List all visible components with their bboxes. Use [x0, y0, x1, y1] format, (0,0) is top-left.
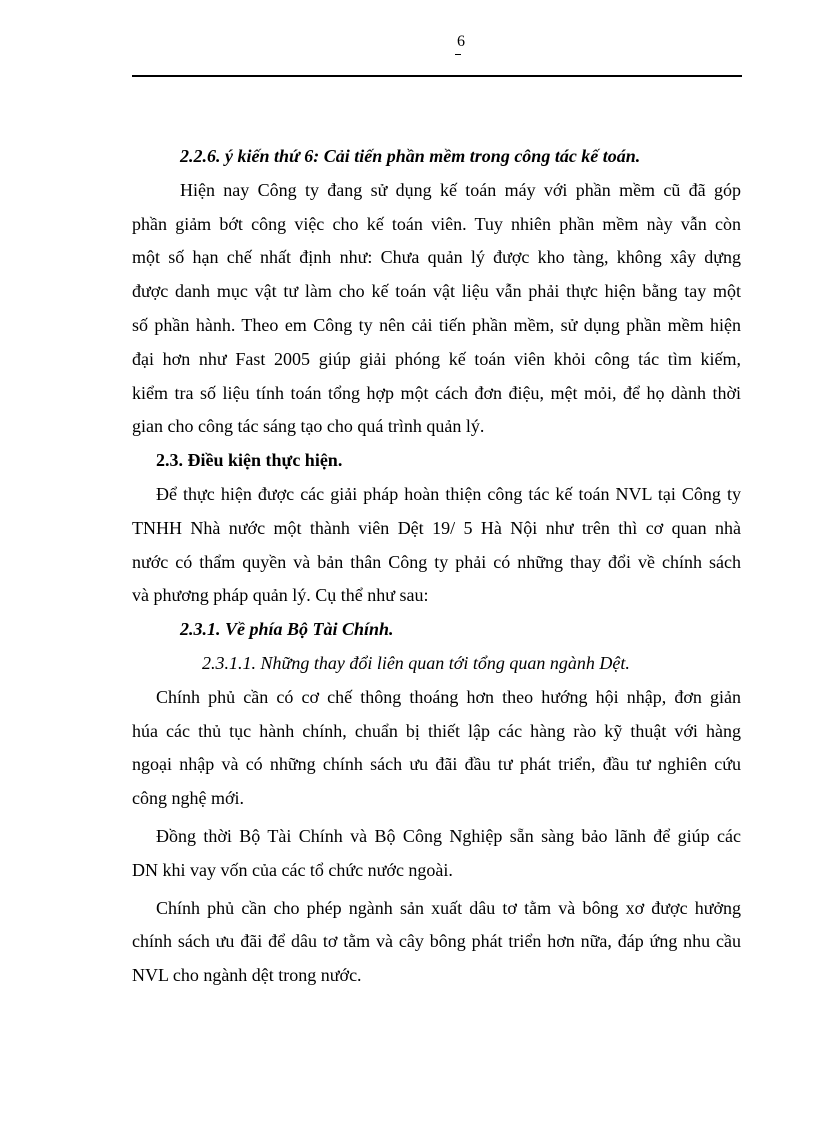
text-line: DN khi vay vốn của các tổ chức nước ngoài.	[132, 859, 453, 880]
text-line: NVL cho ngành dệt trong nước.	[132, 965, 362, 986]
heading-2-2-6: 2.2.6. ý kiến thứ 6: Cải tiến phần mềm trong công tác kế toán.	[180, 146, 641, 166]
text-line: ngoại nhập và có những chính sách ưu đãi đầu tư phát triển, đầu tư nghiên cứu	[132, 754, 741, 775]
text-line: đại hơn như Fast 2005 giúp giải phóng kế toán viên khỏi công tác tìm kiếm,	[132, 348, 741, 369]
text-line: và phương pháp quản lý. Cụ thể như sau:	[132, 585, 429, 606]
text-line: chính sách ưu đãi để dâu tơ tằm và cây bông phát triển hơn nữa, đáp ứng nhu cầu	[132, 931, 741, 952]
text-line: Chính phủ cần cho phép ngành sản xuất dâu tơ tằm và bông xơ được hưởng	[156, 897, 741, 918]
text-line: Hiện nay Công ty đang sử dụng kế toán máy với phần mềm cũ đã góp	[180, 179, 741, 200]
text-line: TNHH Nhà nước một thành viên Dệt 19/ 5 Hà Nội như trên thì cơ quan nhà	[132, 517, 741, 538]
paragraph-silk-cotton	[132, 892, 741, 993]
text-line: một số hạn chế nhất định như: Chưa quản lý được kho tàng, không xây dựng	[132, 247, 741, 268]
document-body	[132, 140, 741, 993]
header-rule	[132, 75, 742, 77]
text-line: gian cho công tác sáng tạo cho quá trình quản lý.	[132, 416, 485, 437]
text-line: Để thực hiện được các giải pháp hoàn thiện công tác kế toán NVL tại Công ty	[156, 483, 741, 504]
page-number-underline	[455, 54, 461, 55]
text-line: công nghệ mới.	[132, 788, 244, 809]
paragraph-government	[132, 681, 741, 816]
text-line: kiểm tra số liệu tính toán tổng hợp một cách đơn điệu, mệt mỏi, để họ dành thời	[132, 382, 741, 403]
text-line: Chính phủ cần có cơ chế thông thoáng hơn theo hướng hội nhập, đơn giản	[156, 686, 741, 707]
paragraph-software	[132, 174, 741, 444]
text-line: phần giảm bớt công việc cho kế toán viên. Tuy nhiên phần mềm này vẫn còn	[132, 213, 741, 234]
text-line: Đồng thời Bộ Tài Chính và Bộ Công Nghiệp sẵn sàng bảo lãnh để giúp các	[156, 825, 741, 846]
page-number: 6	[457, 33, 465, 50]
text-line: húa các thủ tục hành chính, chuẩn bị thiết lập các hàng rào kỹ thuật với hàng	[132, 720, 741, 741]
paragraph-conditions	[132, 478, 741, 613]
heading-2-3-1: 2.3.1. Về phía Bộ Tài Chính.	[180, 619, 394, 640]
subheading-2-3-1-1: 2.3.1.1. Những thay đổi liên quan tới tổng quan ngành Dệt.	[202, 652, 630, 673]
text-line: số phần hành. Theo em Công ty nên cải tiến phần mềm, sử dụng phần mềm hiện	[132, 314, 741, 335]
paragraph-ministry	[132, 820, 741, 888]
text-line: nước có thẩm quyền và bản thân Công ty phải có những thay đổi về chính sách	[132, 551, 741, 572]
heading-2-3: 2.3. Điều kiện thực hiện.	[156, 450, 343, 471]
text-line: được danh mục vật tư làm cho kế toán vật liệu vẫn phải thực hiện bằng tay một	[132, 281, 741, 302]
